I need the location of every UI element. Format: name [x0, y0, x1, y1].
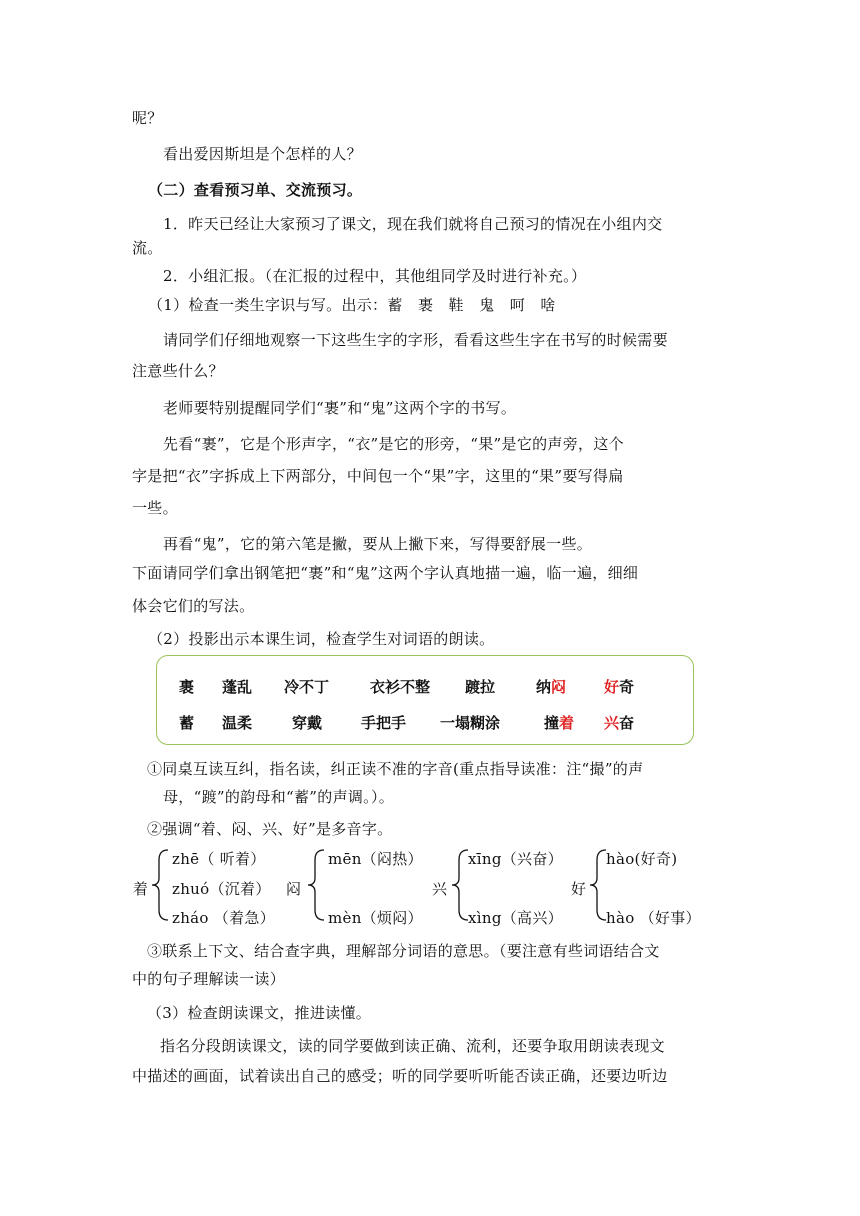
vocab-word-polyphonic [544, 712, 574, 733]
reading: zhē（ 听着） [172, 850, 266, 868]
reading: mèn（烦闷） [328, 909, 423, 927]
text-line: 注意些什么？ [132, 362, 224, 380]
polyphonic-char: 着 [559, 714, 575, 732]
poly-char: 着 [133, 880, 149, 898]
vocab-char: 撞 [544, 714, 560, 732]
vocab-word: 衣衫不整 [370, 678, 431, 696]
brace [588, 848, 608, 922]
text-line: （2）投影出示本课生词，检查学生对词语的朗读。 [148, 630, 495, 648]
vocab-word: 温柔 [222, 714, 253, 732]
vocab-word: 蓬乱 [222, 678, 253, 696]
text-line: ②强调“着、闷、兴、好”是多音字。 [147, 820, 393, 838]
text-line: 看出爱因斯坦是个怎样的人？ [163, 145, 362, 163]
section-heading: （二）查看预习单、交流预习。 [148, 181, 363, 199]
reading: hào(好奇) [606, 850, 678, 868]
text-line: 中描述的画面，试着读出自己的感受；听的同学要听听能否读正确，还要边听边 [132, 1067, 668, 1085]
text-line: 流。 [132, 239, 163, 257]
text-line: 下面请同学们拿出钢笔把“裹”和“鬼”这两个字认真地描一遍，临一遍，细细 [132, 564, 639, 582]
reading: hào （好事） [606, 909, 701, 927]
text-line: 再看“鬼”，它的第六笔是撇，要从上撇下来，写得要舒展一些。 [163, 535, 593, 553]
text-line: ①同桌互读互纠，指名读，纠正读不准的字音(重点指导读准：注“撮”的声 [147, 760, 644, 778]
text-line: 呢？ [132, 109, 163, 127]
vocab-word-polyphonic [604, 676, 634, 697]
vocab-char: 纳 [536, 678, 552, 696]
text-line: 2．小组汇报。（在汇报的过程中，其他组同学及时进行补充。） [163, 267, 587, 285]
text-line: 母，“踱”的韵母和“蓄”的声调。）。 [163, 788, 395, 806]
vocab-word: 手把手 [361, 714, 407, 732]
brace [150, 848, 170, 922]
vocab-word: 蓄 [179, 714, 195, 732]
vocab-char: 奇 [619, 678, 635, 696]
brace [306, 848, 326, 922]
text-line: 中的句子理解读一读） [132, 970, 286, 988]
text-line: 一些。 [132, 499, 178, 517]
reading: xìng（高兴） [468, 909, 563, 927]
text-line: 老师要特别提醒同学们“裹”和“鬼”这两个字的书写。 [163, 399, 517, 417]
vocab-char: 奋 [619, 714, 635, 732]
vocab-word: 冷不丁 [284, 678, 330, 696]
text-line: 体会它们的写法。 [132, 597, 255, 615]
reading: xīng（兴奋） [468, 850, 563, 868]
text-line: （3）检查朗读课文，推进读懂。 [147, 1004, 372, 1022]
vocab-word: 踱拉 [465, 678, 496, 696]
text-line: ③联系上下文、结合查字典，理解部分词语的意思。（要注意有些词语结合文 [147, 942, 660, 960]
poly-char: 兴 [432, 880, 448, 898]
polyphonic-char: 闷 [551, 678, 567, 696]
polyphonic-char: 兴 [604, 714, 620, 732]
vocab-word: 一塌糊涂 [440, 714, 501, 732]
poly-char: 闷 [286, 880, 302, 898]
text-line: （1）检查一类生字识与写。出示：蓄 裹 鞋 鬼 呵 啥 [148, 296, 556, 314]
reading: zhuó（沉着） [172, 880, 271, 898]
vocab-word-polyphonic [536, 676, 566, 697]
text-line: 字是把“衣”字拆成上下两部分，中间包一个“果”字，这里的“果”要写得扁 [132, 467, 624, 485]
vocab-word: 穿戴 [292, 714, 323, 732]
poly-char: 好 [571, 880, 587, 898]
brace [450, 848, 470, 922]
text-line: 先看“裹”，它是个形声字，“衣”是它的形旁，“果”是它的声旁，这个 [163, 435, 624, 453]
vocab-word-polyphonic [604, 712, 634, 733]
text-line: 1．昨天已经让大家预习了课文，现在我们就将自己预习的情况在小组内交 [163, 215, 663, 233]
text-line: 请同学们仔细地观察一下这些生字的字形，看看这些生字在书写的时候需要 [163, 331, 668, 349]
reading: zháo （着急） [172, 909, 276, 927]
text-line: 指名分段朗读课文，读的同学要做到读正确、流利，还要争取用朗读表现文 [160, 1037, 665, 1055]
polyphonic-char: 好 [604, 678, 620, 696]
vocab-word: 裹 [179, 678, 195, 696]
reading: mēn（闷热） [328, 850, 423, 868]
